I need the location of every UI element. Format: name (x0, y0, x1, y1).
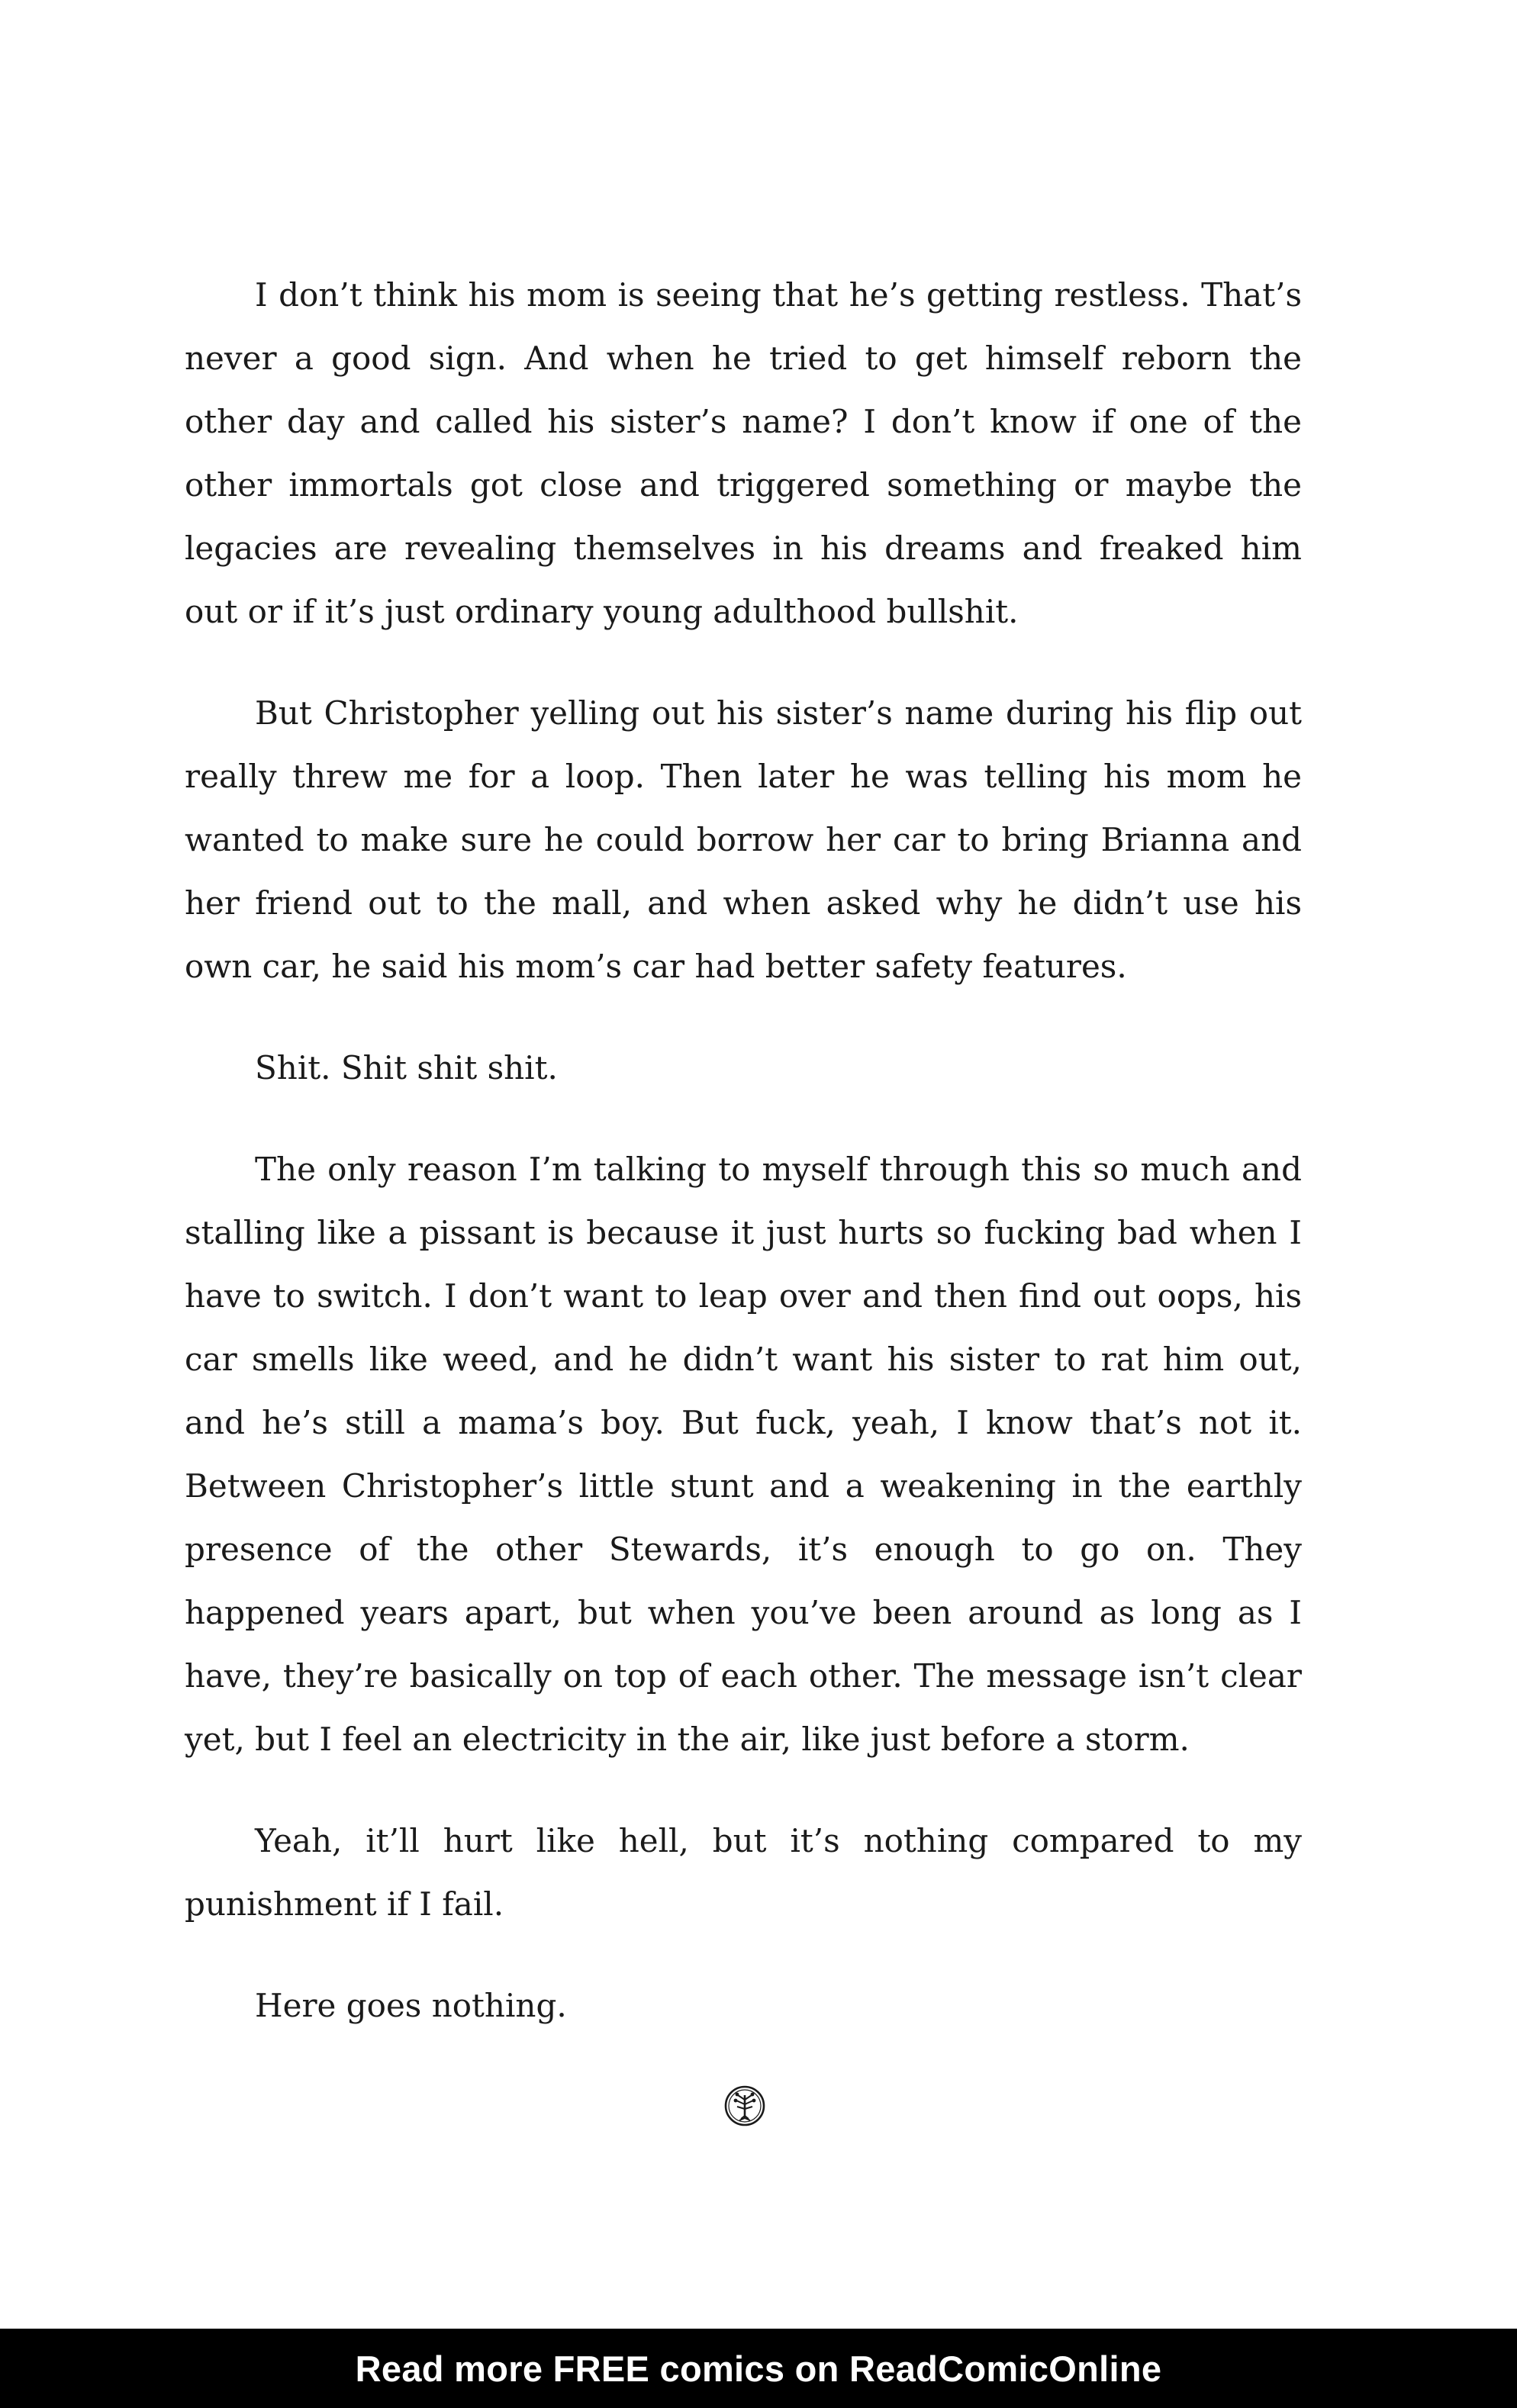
paragraph: Yeah, it’ll hurt like hell, but it’s nothing compared to my punishment if I fail. (185, 1822, 1302, 1923)
paragraph: But Christopher yelling out his sister’s name during his flip out really threw me for a loop. Then later he was telling his mom he wanted to make sure he could borrow her car to bring Brianna and her friend out to the mall, and when asked why he didn’t use his own car, he said his mom’s car had better safety features. (185, 694, 1302, 985)
promo-link[interactable]: Read more FREE comics on ReadComicOnline (355, 2348, 1162, 2389)
tree-emblem-icon (723, 2084, 766, 2127)
body-text (185, 263, 1302, 2075)
promo-footer[interactable] (0, 2329, 1517, 2408)
paragraph: Shit. Shit shit shit. (255, 1049, 558, 1086)
paragraph: I don’t think his mom is seeing that he’s getting restless. That’s never a good sign. And when he tried to get himself reborn the other day and called his sister’s name? I don’t know if one of the other immortals got close and triggered something or maybe the legacies are revealing themselves in his dreams and freaked him out or if it’s just ordinary young adulthood bullshit. (185, 276, 1302, 630)
paragraph: The only reason I’m talking to myself through this so much and stalling like a pissant is because it just hurts so fucking bad when I have to switch. I don’t want to leap over and then find out oops, his car smells like weed, and he didn’t want his sister to rat him out, and he’s still a mama’s boy. But fuck, yeah, I know that’s not it. Between Christopher’s little stunt and a weakening in the earthly presence of the other Stewards, it’s enough to go on. They happened years apart, but when you’ve been around as long as I have, they’re basically on top of each other. The message isn’t clear yet, but I feel an electricity in the air, like just before a storm. (185, 1151, 1302, 1758)
paragraph: Here goes nothing. (255, 1987, 567, 2024)
